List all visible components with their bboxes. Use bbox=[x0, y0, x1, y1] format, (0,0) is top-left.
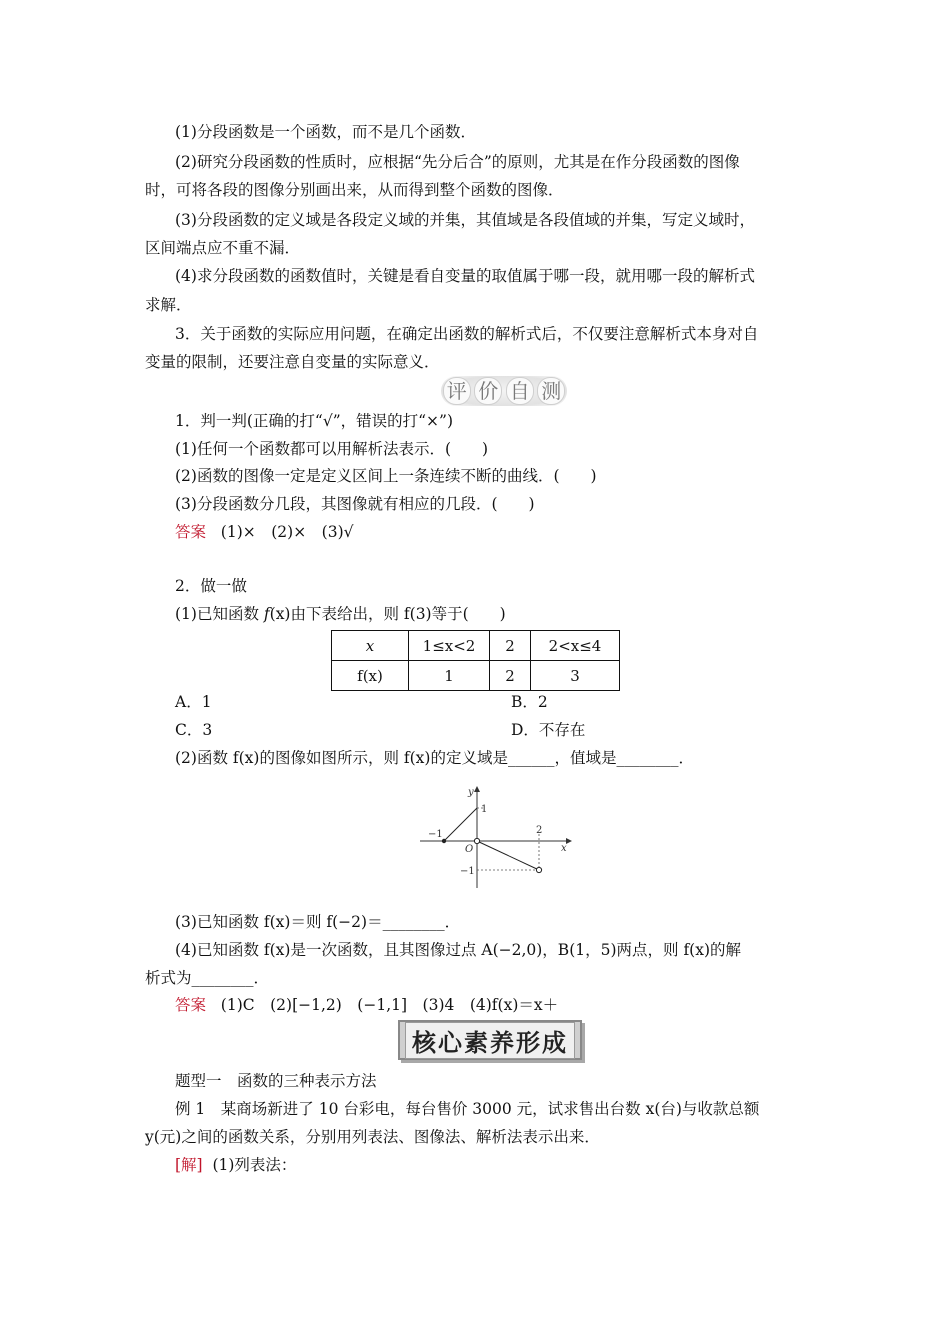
solution-line bbox=[175, 1155, 296, 1175]
function-graph bbox=[418, 784, 578, 890]
table-cell: x bbox=[332, 631, 409, 661]
label-one: 1 bbox=[481, 804, 488, 815]
note-4a: (4)求分段函数的函数值时，关键是看自变量的取值属于哪一段，就用哪一段的解析式 bbox=[175, 267, 755, 285]
q1-item-1: (1)任何一个函数都可以用解析法表示．( ) bbox=[175, 440, 489, 458]
eval-char: 价 bbox=[474, 377, 502, 405]
text-part: f bbox=[263, 605, 270, 623]
note-3a: (3)分段函数的定义域是各段定义域的并集，其值域是各段值域的并集，写定义域时， bbox=[175, 211, 755, 229]
table-cell: 3 bbox=[531, 661, 620, 691]
text-part: (1)已知函数 bbox=[175, 605, 264, 623]
note-2a: (2)研究分段函数的性质时，应根据“先分后合”的原则，尤其是在作分段函数的图像 bbox=[175, 153, 740, 171]
example-1a: 例 1 某商场新进了 10 台彩电，每台售价 3000 元，试求售出台数 x(台)与收款总额 bbox=[175, 1100, 760, 1118]
segment-rising bbox=[444, 808, 477, 841]
open-point-origin bbox=[474, 838, 479, 843]
note-1: (1)分段函数是一个函数，而不是几个函数． bbox=[175, 123, 476, 141]
label-neg-one-x: −1 bbox=[428, 829, 443, 840]
q1-answer bbox=[175, 522, 354, 542]
label-origin: O bbox=[465, 844, 474, 855]
note-3b: 区间端点应不重不漏． bbox=[145, 239, 301, 257]
x-arrow-icon bbox=[566, 838, 572, 844]
q2-sub-4b: 析式为________． bbox=[145, 969, 270, 987]
q1-item-3: (3)分段函数分几段，其图像就有相应的几段．( ) bbox=[175, 495, 535, 513]
eval-char: 自 bbox=[506, 377, 534, 405]
eval-char: 评 bbox=[443, 377, 471, 405]
table-row bbox=[332, 631, 620, 661]
option-d: D．不存在 bbox=[511, 721, 586, 739]
table-cell: 1 bbox=[409, 661, 490, 691]
option-b: B．2 bbox=[511, 693, 548, 711]
table-cell: f(x) bbox=[332, 661, 409, 691]
table-cell: 2 bbox=[490, 661, 531, 691]
open-point-end bbox=[536, 867, 541, 872]
q2-sub-4a: (4)已知函数 f(x)是一次函数，且其图像过点 A(−2,0)，B(1，5)两点，则 f(x)的解 bbox=[175, 941, 742, 959]
point-3a: 3．关于函数的实际应用问题，在确定出函数的解析式后，不仅要注意解析式本身对自 bbox=[175, 325, 759, 343]
label-x: x bbox=[561, 843, 567, 854]
q1-item-2: (2)函数的图像一定是定义区间上一条连续不断的曲线．( ) bbox=[175, 467, 597, 485]
point-3b: 变量的限制，还要注意自变量的实际意义． bbox=[145, 353, 440, 371]
answer-label: 答案 bbox=[175, 523, 207, 541]
core-banner bbox=[398, 1020, 582, 1060]
option-a: A．1 bbox=[175, 693, 212, 711]
q2-sub-3: (3)已知函数 f(x)＝则 f(−2)＝________． bbox=[175, 913, 461, 931]
text-part: (x) bbox=[269, 605, 291, 623]
y-arrow-icon bbox=[474, 786, 480, 792]
text-part: 由下表给出，则 f(3)等于( ) bbox=[290, 605, 506, 623]
label-two: 2 bbox=[536, 825, 543, 836]
type1-title: 题型一 函数的三种表示方法 bbox=[175, 1072, 377, 1090]
note-4b: 求解． bbox=[145, 296, 192, 314]
table-row bbox=[332, 661, 620, 691]
answer-text: (1)C (2)[−1,2) (−1,1] (3)4 (4)f(x)＝x＋ bbox=[220, 996, 559, 1014]
q1-title: 1．判一判(正确的打“√”，错误的打“×”) bbox=[175, 412, 454, 430]
note-2b: 时，可将各段的图像分别画出来，从而得到整个函数的图像． bbox=[145, 181, 564, 199]
q2-sub-1 bbox=[175, 604, 506, 624]
core-banner-text: 核心素养形成 bbox=[405, 1022, 575, 1059]
function-table bbox=[331, 630, 620, 691]
table-cell: 2 bbox=[490, 631, 531, 661]
table-cell: 2<x≤4 bbox=[531, 631, 620, 661]
label-neg-one-y: −1 bbox=[460, 866, 475, 877]
q2-title: 2．做一做 bbox=[175, 577, 247, 595]
eval-banner bbox=[441, 376, 567, 406]
q2-answer bbox=[175, 995, 558, 1015]
label-y: y bbox=[468, 787, 474, 798]
example-1b: y(元)之间的函数关系，分别用列表法、图像法、解析法表示出来． bbox=[145, 1128, 600, 1146]
solution-label: [解] bbox=[175, 1156, 203, 1174]
table-cell: 1≤x<2 bbox=[409, 631, 490, 661]
eval-char: 测 bbox=[537, 377, 565, 405]
segment-falling bbox=[477, 841, 539, 870]
answer-text: (1)× (2)× (3)√ bbox=[220, 523, 354, 541]
option-c: C．3 bbox=[175, 721, 213, 739]
solution-text: (1)列表法： bbox=[212, 1156, 297, 1174]
answer-label: 答案 bbox=[175, 996, 207, 1014]
q2-sub-2: (2)函数 f(x)的图像如图所示，则 f(x)的定义域是______，值域是________． bbox=[175, 749, 694, 767]
